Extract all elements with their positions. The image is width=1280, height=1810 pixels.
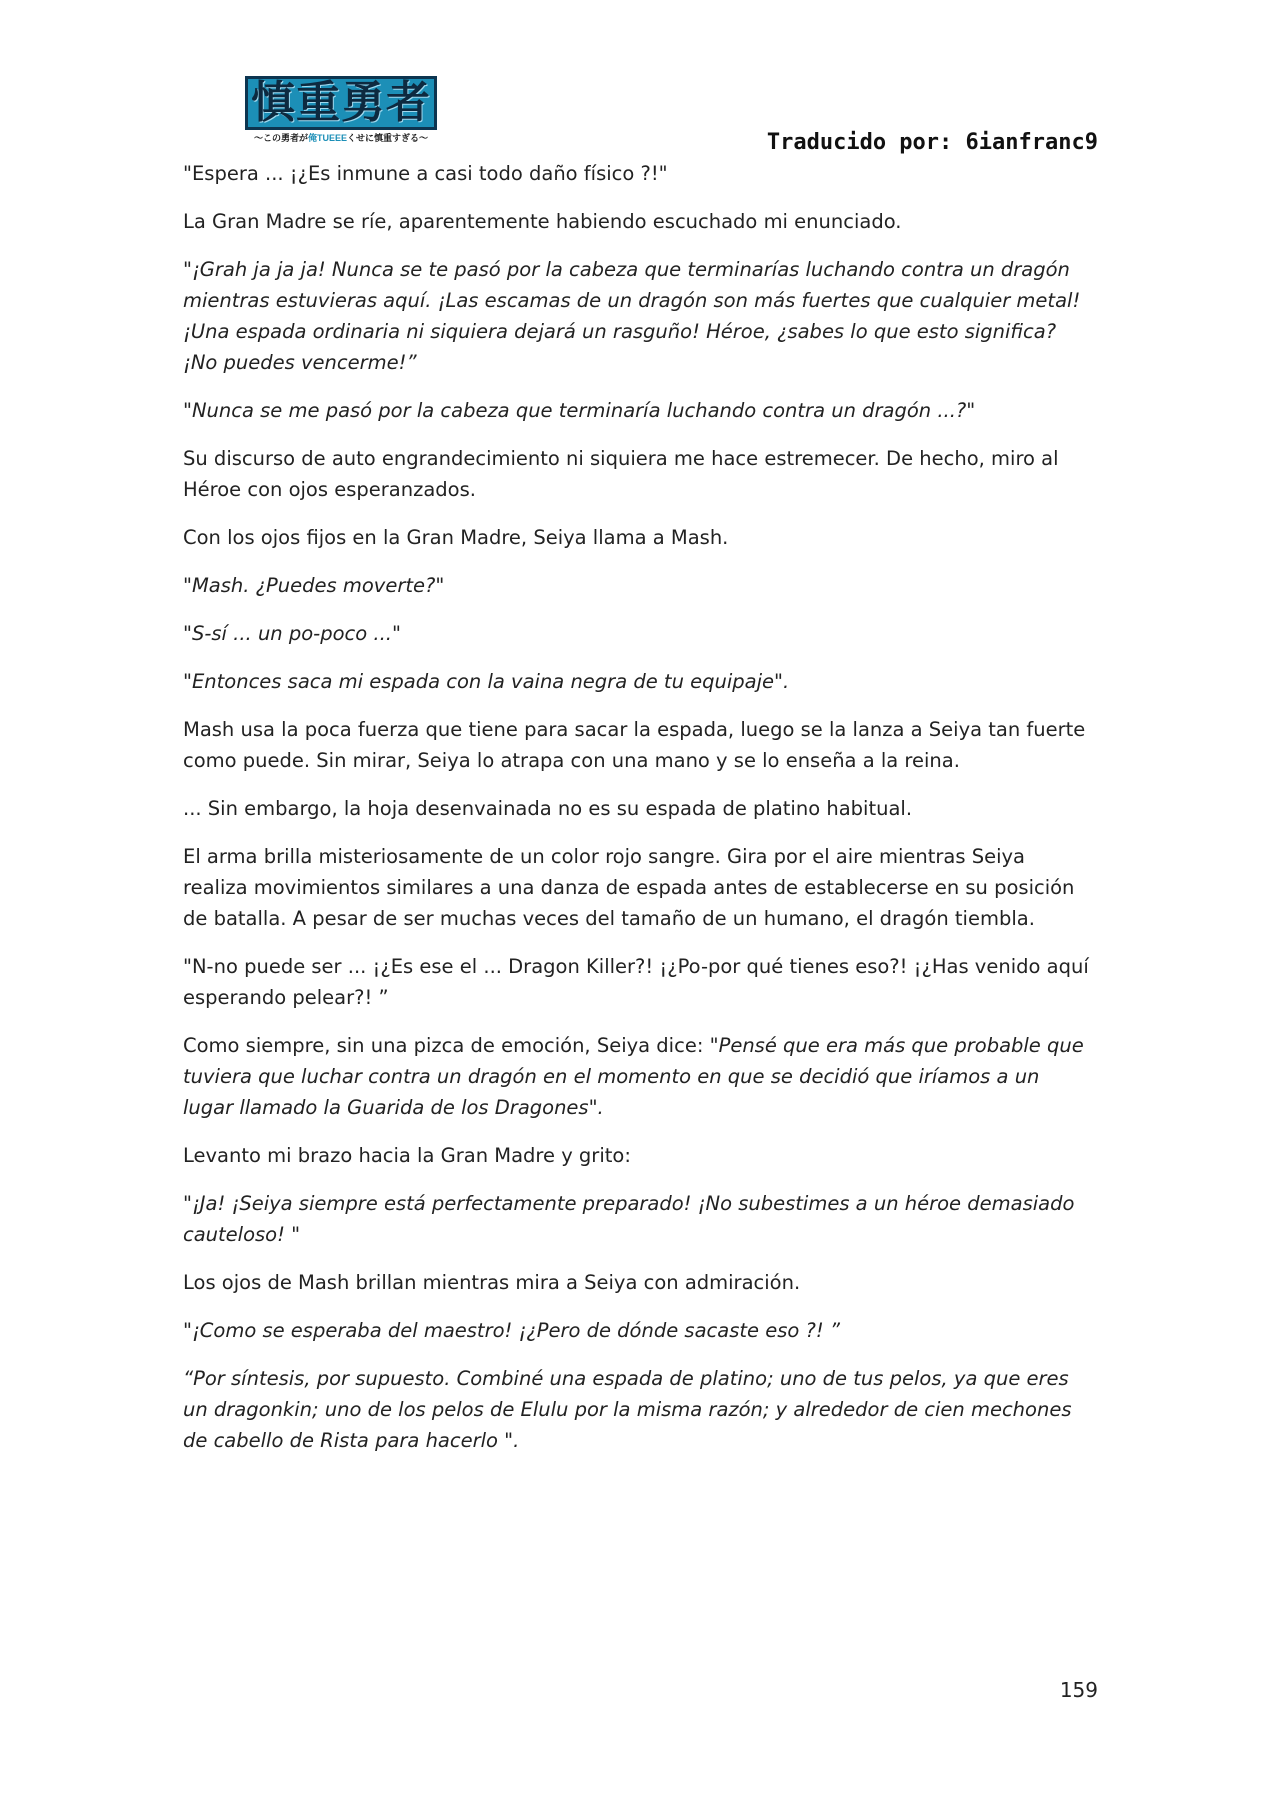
paragraph: "Mash. ¿Puedes moverte?" xyxy=(183,574,445,597)
logo-subtitle-post: くせに慎重すぎる〜 xyxy=(347,133,429,143)
logo-title: 慎重勇者 xyxy=(245,76,437,130)
paragraph: "N-no puede ser ... ¡¿Es ese el ... Dragon Killer?! ¡¿Po-por qué tienes eso?! ¡¿Has venido aquí esperando pelear?! ” xyxy=(183,955,1089,1009)
paragraph: Con los ojos fijos en la Gran Madre, Seiya llama a Mash. xyxy=(183,526,729,549)
paragraph: "S-sí ... un po-poco ..." xyxy=(183,622,401,645)
paragraph-quote: "Pensé que era más que probable que tuviera que luchar contra un dragón en el momento en que se decidió que iríamos a un lugar llamado la Guarida de los Dragones". xyxy=(183,1034,1084,1119)
paragraph: Mash usa la poca fuerza que tiene para sacar la espada, luego se la lanza a Seiya tan fuerte como puede. Sin mirar, Seiya lo atrapa con una mano y se lo enseña a la reina. xyxy=(183,718,1086,772)
paragraph: ... Sin embargo, la hoja desenvainada no es su espada de platino habitual. xyxy=(183,797,913,820)
series-logo xyxy=(241,76,441,146)
paragraph: El arma brilla misteriosamente de un color rojo sangre. Gira por el aire mientras Seiya realiza movimientos similares a una danza de espada antes de establecerse en su posición de batalla. A pesar de ser muchas veces del tamaño de un humano, el dragón tiembla. xyxy=(183,845,1075,930)
paragraph: "Entonces saca mi espada con la vaina negra de tu equipaje". xyxy=(183,670,790,693)
paragraph xyxy=(183,1030,1093,1123)
paragraph: Los ojos de Mash brillan mientras mira a Seiya con admiración. xyxy=(183,1271,801,1294)
paragraph: "¡Como se esperaba del maestro! ¡¿Pero de dónde sacaste eso ?! ” xyxy=(183,1319,840,1342)
paragraph-lead: Como siempre, sin una pizca de emoción, Seiya dice: xyxy=(183,1034,710,1057)
paragraph: Levanto mi brazo hacia la Gran Madre y grito: xyxy=(183,1144,631,1167)
page-number: 159 xyxy=(1059,1678,1098,1702)
logo-subtitle-pre: 〜この勇者が xyxy=(253,133,308,143)
translator-credit: Traducido por: 6ianfranc9 xyxy=(766,130,1098,155)
paragraph: "Nunca se me pasó por la cabeza que terminaría luchando contra un dragón ...?" xyxy=(183,399,976,422)
paragraph: "¡Grah ja ja ja! Nunca se te pasó por la cabeza que terminarías luchando contra un dragón mientras estuvieras aquí. ¡Las escamas de un dragón son más fuertes que cualquier metal! ¡Una espada ordinaria ni siquiera dejará un rasguño! Héroe, ¿sabes lo que esto significa? ¡No puedes vencerme!” xyxy=(183,258,1081,374)
paragraph: La Gran Madre se ríe, aparentemente habiendo escuchado mi enunciado. xyxy=(183,210,902,233)
paragraph: "¡Ja! ¡Seiya siempre está perfectamente preparado! ¡No subestimes a un héroe demasiado cauteloso! " xyxy=(183,1192,1075,1246)
logo-subtitle-highlight: 俺TUEEE xyxy=(307,133,347,143)
paragraph: "Espera ... ¡¿Es inmune a casi todo daño físico ?!" xyxy=(183,162,668,185)
paragraph: “Por síntesis, por supuesto. Combiné una espada de platino; uno de tus pelos, ya que eres un dragonkin; uno de los pelos de Elulu por la misma razón; y alrededor de cien mechones de cabello de Rista para hacerlo ". xyxy=(183,1367,1072,1452)
logo-subtitle xyxy=(241,131,441,145)
paragraph: Su discurso de auto engrandecimiento ni siquiera me hace estremecer. De hecho, miro al Héroe con ojos esperanzados. xyxy=(183,447,1059,501)
page-body xyxy=(183,158,1093,1473)
